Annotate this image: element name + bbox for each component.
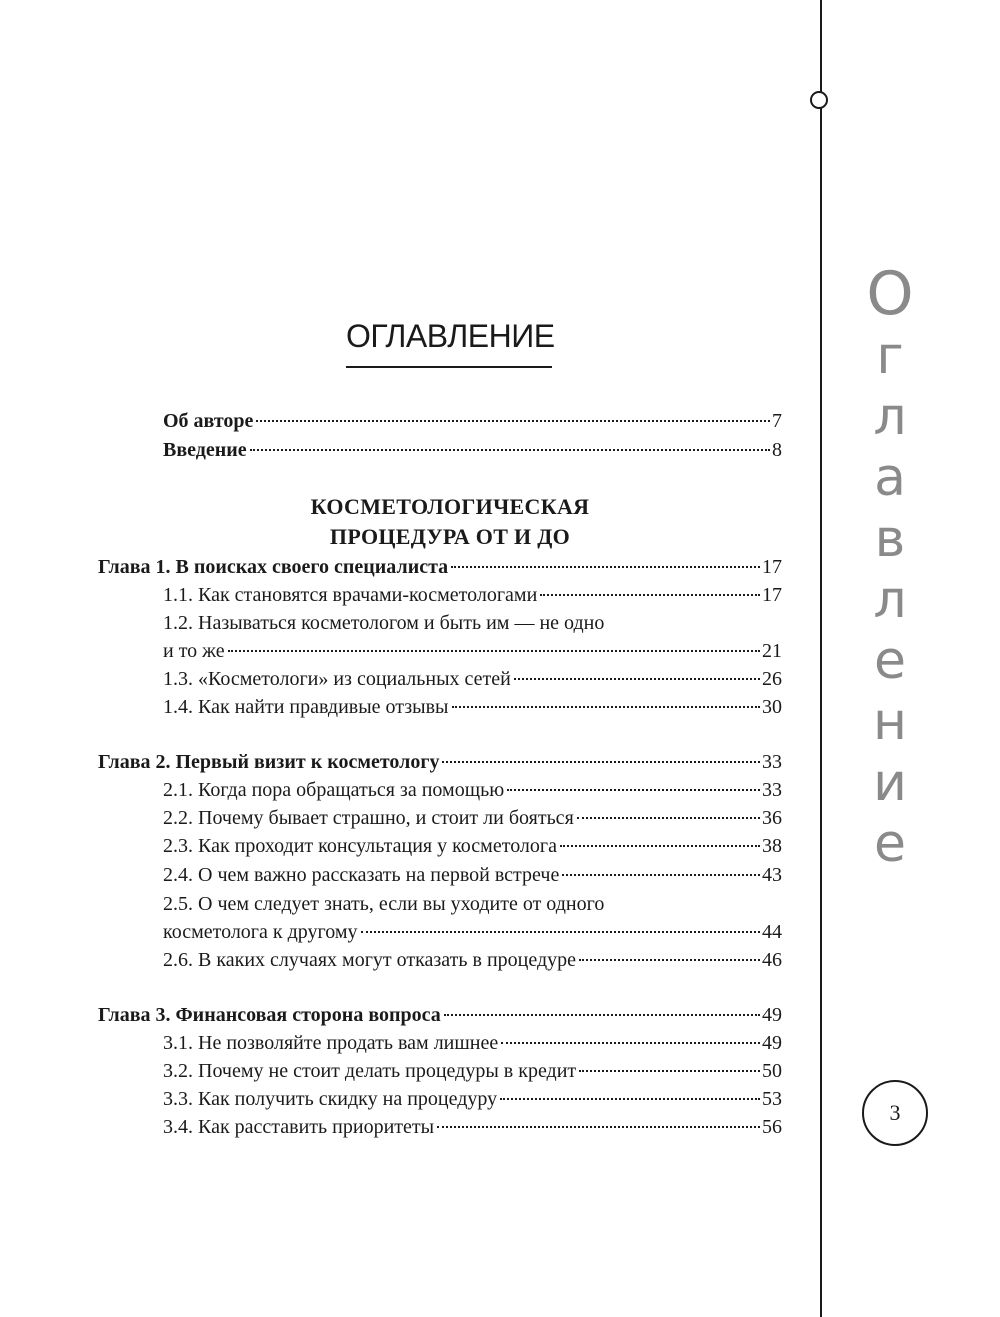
side-title-letter: а: [874, 448, 906, 508]
dot-leader: [437, 1126, 760, 1128]
side-title-letter: О: [866, 259, 914, 329]
chapter-page: 17: [762, 556, 782, 578]
section-page: 36: [762, 807, 782, 829]
toc-section-2-1[interactable]: [163, 776, 782, 804]
toc-section-2-6[interactable]: [163, 946, 782, 974]
chapter-page: 33: [762, 751, 782, 773]
section-page: 44: [762, 921, 782, 943]
toc-section-3-1[interactable]: [163, 1029, 782, 1057]
dot-leader: [361, 931, 761, 933]
side-title-letter: и: [873, 753, 907, 813]
section-title: 2.2. Почему бывает страшно, и стоит ли бояться: [163, 807, 574, 829]
part-title-line-2: ПРОЦЕДУРА ОТ И ДО: [329, 524, 571, 549]
toc-heading: ОГЛАВЛЕНИЕ: [346, 318, 555, 354]
toc-entry-introduction[interactable]: [163, 436, 782, 464]
section-page: 50: [762, 1060, 782, 1082]
toc-section-2-3[interactable]: [163, 832, 782, 860]
section-page: 56: [762, 1116, 782, 1138]
section-title: 3.1. Не позволяйте продать вам лишнее: [163, 1032, 499, 1054]
margin-vertical-line: [820, 0, 822, 1317]
section-title: 2.4. О чем важно рассказать на первой встрече: [163, 864, 560, 886]
section-page: 17: [762, 584, 782, 606]
dot-leader: [501, 1042, 760, 1044]
section-title: косметолога к другому: [163, 921, 358, 943]
chapter-page: 49: [762, 1004, 782, 1026]
toc-chapter-2[interactable]: [98, 748, 782, 776]
side-title-letter: е: [874, 814, 906, 874]
section-page: 43: [762, 864, 782, 886]
section-page: 38: [762, 835, 782, 857]
part-title-line-1: КОСМЕТОЛОГИЧЕСКАЯ: [310, 494, 590, 519]
page-number: 3: [862, 1080, 928, 1146]
side-title-letter: л: [873, 570, 907, 630]
section-page: 21: [762, 640, 782, 662]
chapter-title: Глава 3. Финансовая сторона вопроса: [98, 1004, 441, 1026]
dot-leader: [514, 678, 760, 680]
section-title: 1.3. «Косметологи» из социальных сетей: [163, 668, 511, 690]
section-title: 1.4. Как найти правдивые отзывы: [163, 696, 449, 718]
toc-entry-about-author[interactable]: [163, 407, 782, 435]
toc-section-1-1[interactable]: [163, 581, 782, 609]
entry-title: Об авторе: [163, 410, 254, 432]
dot-leader: [560, 845, 760, 847]
toc-chapter-1[interactable]: [98, 553, 782, 581]
section-page: 53: [762, 1088, 782, 1110]
entry-page: 8: [772, 439, 782, 461]
section-page: 33: [762, 779, 782, 801]
section-page: 46: [762, 949, 782, 971]
toc-section-3-2[interactable]: [163, 1057, 782, 1085]
section-title: 2.6. В каких случаях могут отказать в процедуре: [163, 949, 577, 971]
section-page: 30: [762, 696, 782, 718]
toc-section-2-5-line-1[interactable]: 2.5. О чем следует знать, если вы уходите от одного: [163, 893, 605, 915]
section-title: и то же: [163, 640, 225, 662]
toc-section-3-4[interactable]: [163, 1113, 782, 1141]
section-title: 2.3. Как проходит консультация у косметолога: [163, 835, 557, 857]
side-title-letter: н: [873, 692, 907, 752]
entry-title: Введение: [163, 439, 247, 461]
dot-leader: [452, 706, 761, 708]
section-title: 3.2. Почему не стоит делать процедуры в кредит: [163, 1060, 577, 1082]
toc-section-2-5[interactable]: [163, 918, 782, 946]
dot-leader: [256, 420, 770, 422]
dot-leader: [540, 594, 760, 596]
dot-leader: [444, 1014, 760, 1016]
toc-section-1-2[interactable]: [163, 637, 782, 665]
dot-leader: [442, 761, 760, 763]
toc-section-1-4[interactable]: [163, 693, 782, 721]
dot-leader: [451, 566, 760, 568]
side-running-title: [850, 259, 930, 875]
toc-chapter-3[interactable]: [98, 1001, 782, 1029]
dot-leader: [507, 789, 760, 791]
toc-section-1-2-line-1[interactable]: 1.2. Называться косметологом и быть им — не одно: [163, 612, 605, 634]
toc-section-2-2[interactable]: [163, 804, 782, 832]
section-title: 3.4. Как расставить приоритеты: [163, 1116, 435, 1138]
dot-leader: [579, 1070, 760, 1072]
side-title-letter: е: [874, 631, 906, 691]
toc-section-1-3[interactable]: [163, 665, 782, 693]
dot-leader: [577, 817, 760, 819]
dot-leader: [228, 650, 760, 652]
heading-underline: [346, 366, 552, 368]
dot-leader: [500, 1098, 760, 1100]
side-title-letter: л: [873, 387, 907, 447]
section-page: 26: [762, 668, 782, 690]
section-title: 3.3. Как получить скидку на процедуру: [163, 1088, 498, 1110]
side-title-letter: в: [874, 509, 906, 569]
dot-leader: [579, 959, 760, 961]
section-title: 1.1. Как становятся врачами-косметологами: [163, 584, 538, 606]
margin-ring-ornament: [810, 91, 828, 109]
chapter-title: Глава 2. Первый визит к косметологу: [98, 751, 440, 773]
section-title: 2.1. Когда пора обращаться за помощью: [163, 779, 505, 801]
toc-section-3-3[interactable]: [163, 1085, 782, 1113]
toc-section-2-4[interactable]: [163, 861, 782, 889]
chapter-title: Глава 1. В поисках своего специалиста: [98, 556, 449, 578]
entry-page: 7: [772, 410, 782, 432]
side-title-letter: г: [876, 326, 904, 386]
dot-leader: [562, 874, 760, 876]
dot-leader: [250, 449, 770, 451]
section-page: 49: [762, 1032, 782, 1054]
